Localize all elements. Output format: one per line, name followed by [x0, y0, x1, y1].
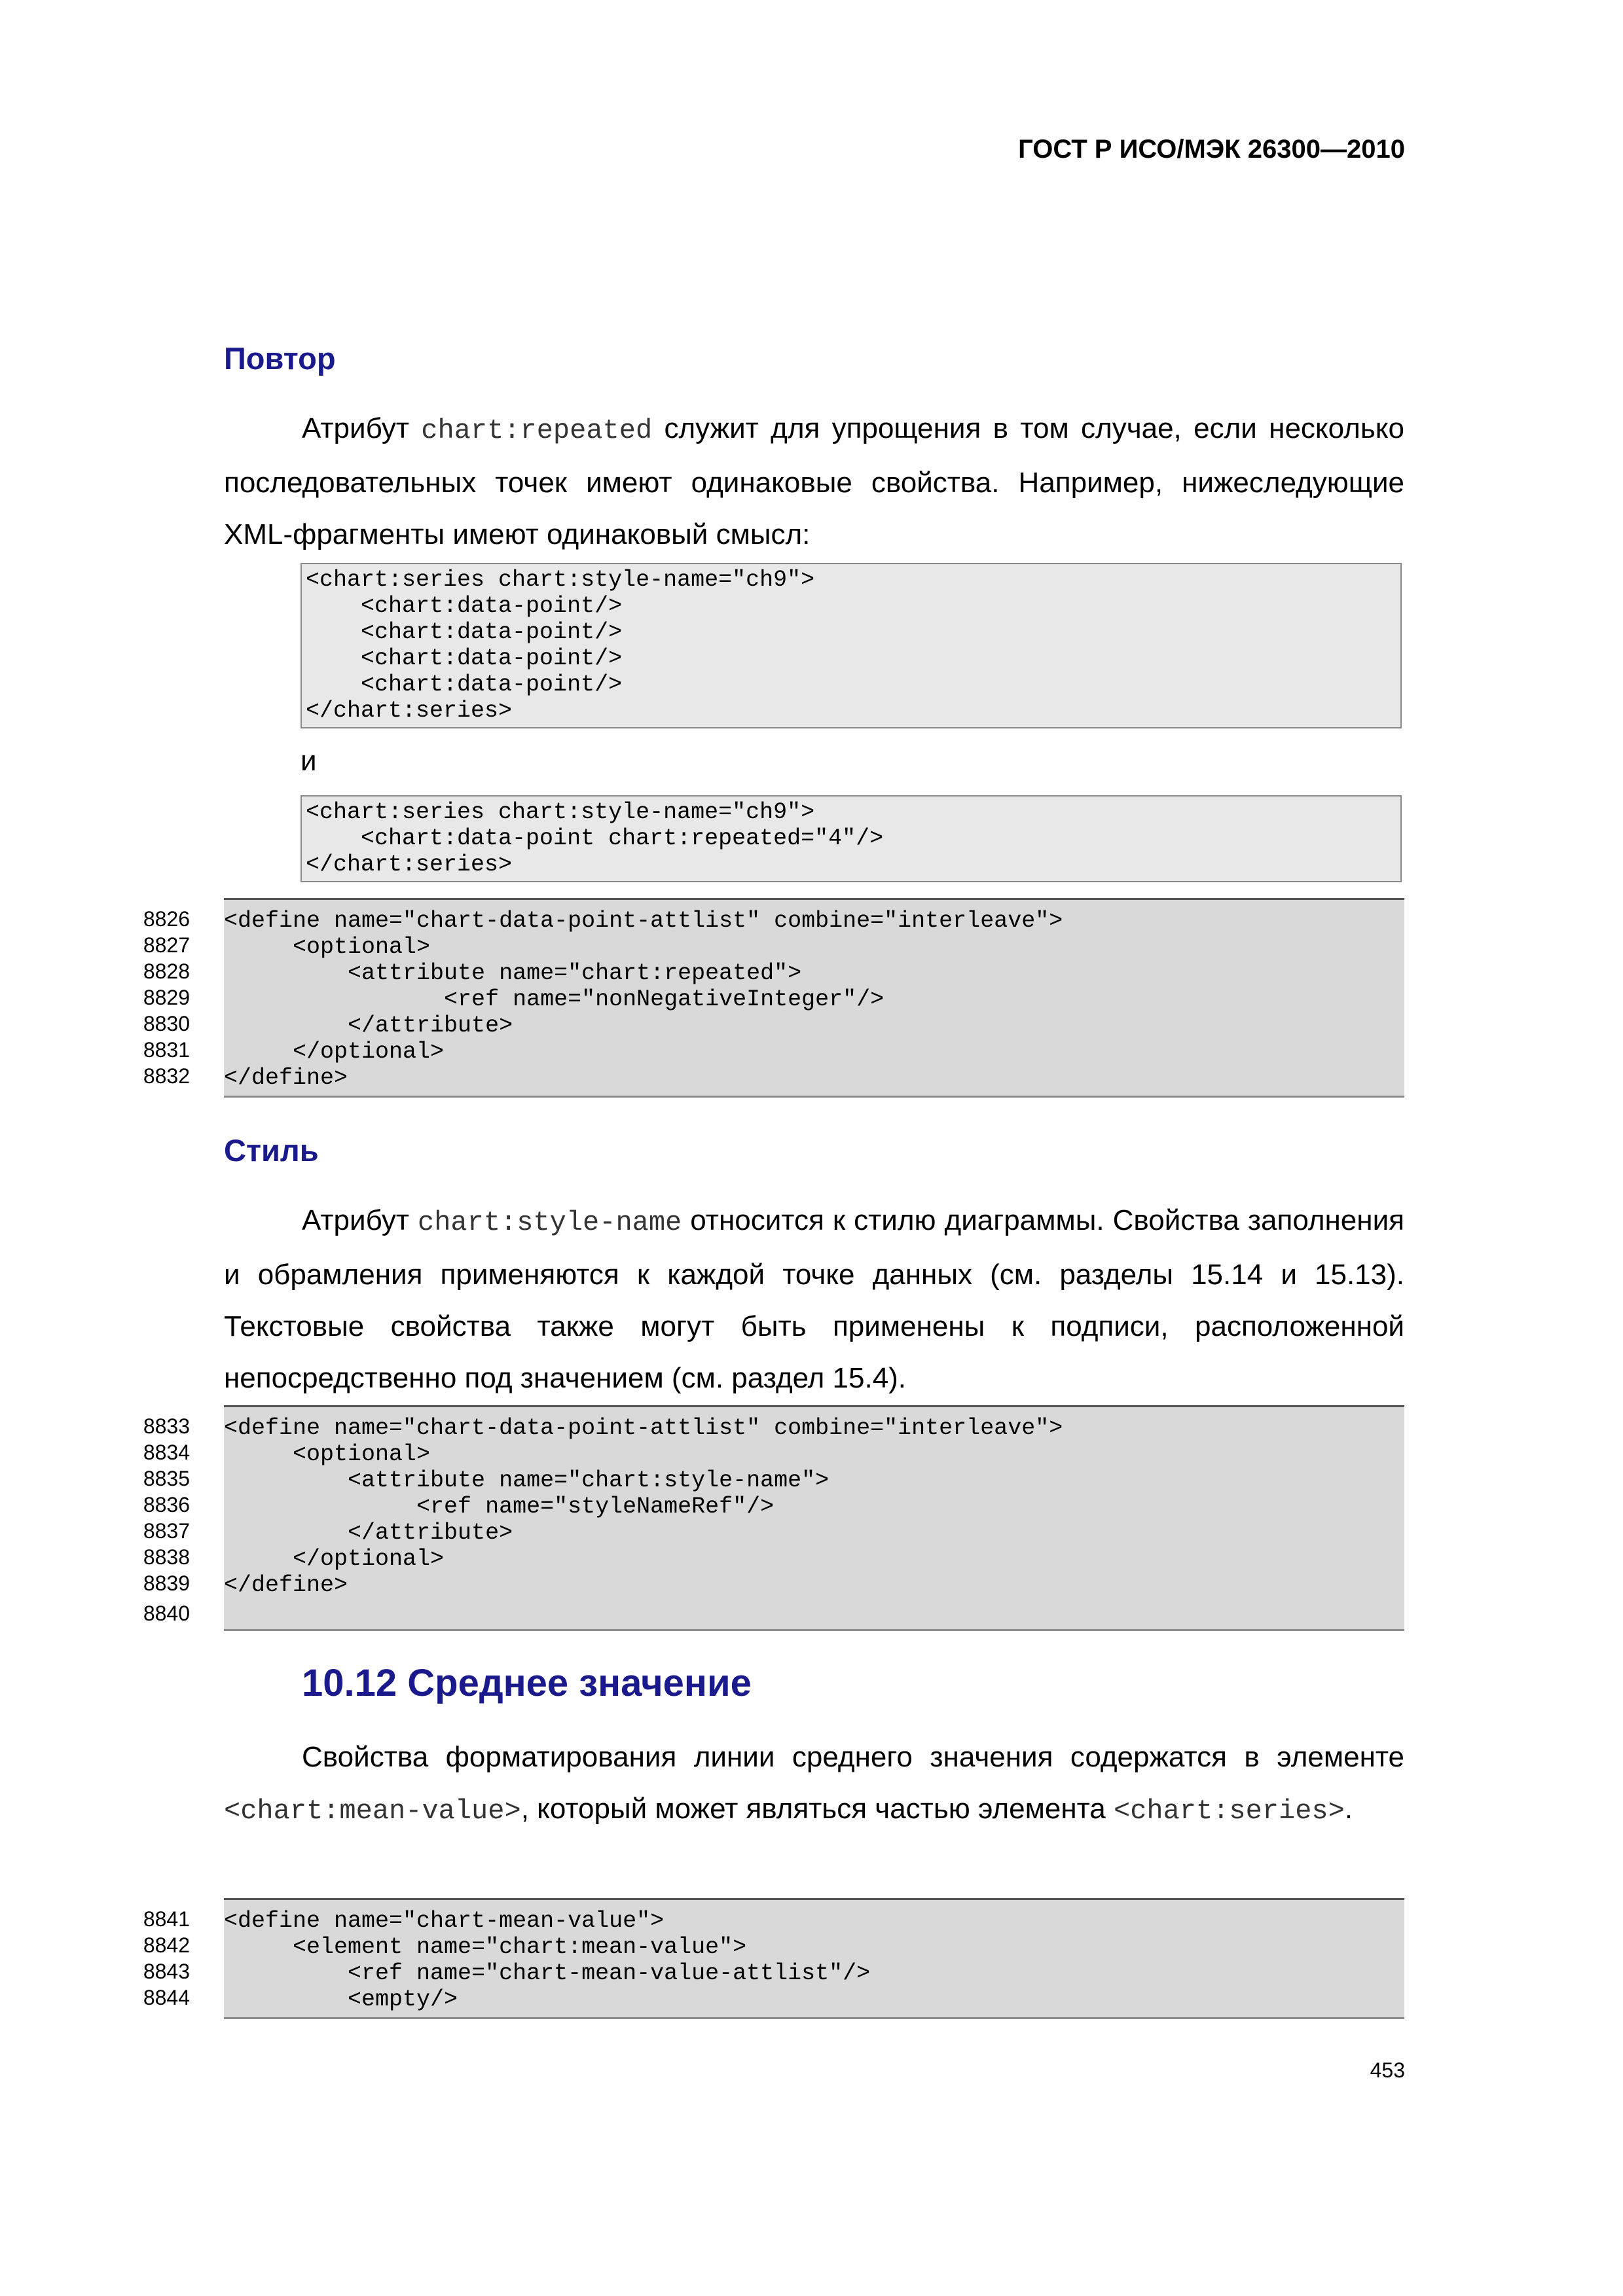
line-number: 8829 [143, 986, 190, 1009]
schema-line: <empty/> [224, 1986, 458, 2013]
code-line: <chart:data-point/> [306, 619, 623, 645]
line-number: 8827 [143, 933, 190, 957]
line-number: 8839 [143, 1571, 190, 1595]
page-number: 453 [1370, 2058, 1405, 2082]
schema-line: <define name="chart-data-point-attlist" combine="interleave"> [224, 1415, 1063, 1441]
inline-code: chart:repeated [421, 415, 653, 446]
schema-line: <ref name="styleNameRef"/> [224, 1494, 775, 1520]
schema-line: </define> [224, 1065, 348, 1091]
code-example-2 [301, 795, 1402, 882]
line-number: 8831 [143, 1038, 190, 1062]
section-heading-repeat: Повтор [224, 341, 336, 376]
schema-line: </optional> [224, 1546, 445, 1572]
schema-line: <optional> [224, 1441, 431, 1467]
line-number: 8833 [143, 1414, 190, 1438]
schema-block-repeat [224, 898, 1404, 1098]
line-number: 8835 [143, 1467, 190, 1490]
paragraph-style [224, 1194, 1404, 1404]
line-numbers-repeat [118, 906, 190, 1089]
code-line: <chart:data-point/> [306, 593, 623, 619]
code-line: <chart:series chart:style-name="ch9"> [306, 799, 815, 825]
para-text: , который может являться частью элемента [520, 1793, 1106, 1825]
paragraph-mean-value [224, 1731, 1404, 1837]
line-number: 8830 [143, 1012, 190, 1035]
schema-line: <define name="chart-data-point-attlist" combine="interleave"> [224, 908, 1063, 934]
code-line: <chart:data-point chart:repeated="4"/> [306, 825, 884, 852]
conjunction-text: и [301, 745, 317, 777]
paragraph-repeat [224, 403, 1404, 560]
schema-line: <optional> [224, 934, 431, 960]
para-text: Свойства форматирования линии среднего значения содержатся в элементе [302, 1741, 1404, 1773]
line-number: 8837 [143, 1519, 190, 1543]
line-number: 8840 [143, 1602, 190, 1625]
line-number: 8838 [143, 1545, 190, 1569]
code-line: <chart:data-point/> [306, 672, 623, 698]
section-heading-style: Стиль [224, 1133, 319, 1168]
schema-line: <attribute name="chart:style-name"> [224, 1467, 830, 1494]
code-line: </chart:series> [306, 698, 513, 724]
schema-line: <attribute name="chart:repeated"> [224, 960, 802, 986]
schema-line: <ref name="chart-mean-value-attlist"/> [224, 1960, 871, 1986]
line-numbers-mean [118, 1906, 190, 2011]
schema-line: <element name="chart:mean-value"> [224, 1934, 747, 1960]
inline-code: <chart:mean-value> [224, 1795, 521, 1827]
schema-line: <ref name="nonNegativeInteger"/> [224, 986, 884, 1013]
schema-line: </attribute> [224, 1013, 513, 1039]
inline-code: chart:style-name [418, 1207, 682, 1238]
line-number: 8832 [143, 1064, 190, 1088]
code-line: <chart:series chart:style-name="ch9"> [306, 567, 815, 593]
code-line: <chart:data-point/> [306, 645, 623, 672]
schema-line: </optional> [224, 1039, 445, 1065]
line-numbers-style [118, 1413, 190, 1626]
code-example-1 [301, 563, 1402, 728]
line-number: 8842 [143, 1933, 190, 1957]
schema-line: </attribute> [224, 1520, 513, 1546]
schema-block-mean [224, 1898, 1404, 2019]
line-number: 8843 [143, 1960, 190, 1983]
line-number: 8834 [143, 1441, 190, 1464]
line-number: 8836 [143, 1493, 190, 1516]
line-number: 8841 [143, 1907, 190, 1931]
line-number: 8826 [143, 907, 190, 931]
inline-code: <chart:series> [1113, 1795, 1345, 1827]
line-number: 8828 [143, 960, 190, 983]
schema-line: <define name="chart-mean-value"> [224, 1908, 665, 1934]
section-heading-mean-value: 10.12 Среднее значение [302, 1662, 752, 1704]
document-header: ГОСТ Р ИСО/МЭК 26300—2010 [1018, 135, 1405, 164]
para-text: Атрибут [302, 1204, 409, 1236]
para-text: служит для упрощения в том случае, если несколько последовательных точек имеют одинаковые свойства. Например, нижеследующие XML-фрагменты имеют одинаковый смысл: [224, 412, 1404, 550]
line-number: 8844 [143, 1986, 190, 2009]
schema-line: </define> [224, 1572, 348, 1598]
para-text: . [1344, 1793, 1353, 1825]
code-line: </chart:series> [306, 852, 513, 878]
para-text: относится к стилю диаграммы. Свойства заполнения и обрамления применяются к каждой точке данных (см. разделы 15.14 и 15.13). Текстовые свойства также могут быть применены к подписи, расположенной непосредственно под значением (см. раздел 15.4). [224, 1204, 1404, 1394]
schema-block-style [224, 1405, 1404, 1631]
para-text: Атрибут [302, 412, 409, 444]
